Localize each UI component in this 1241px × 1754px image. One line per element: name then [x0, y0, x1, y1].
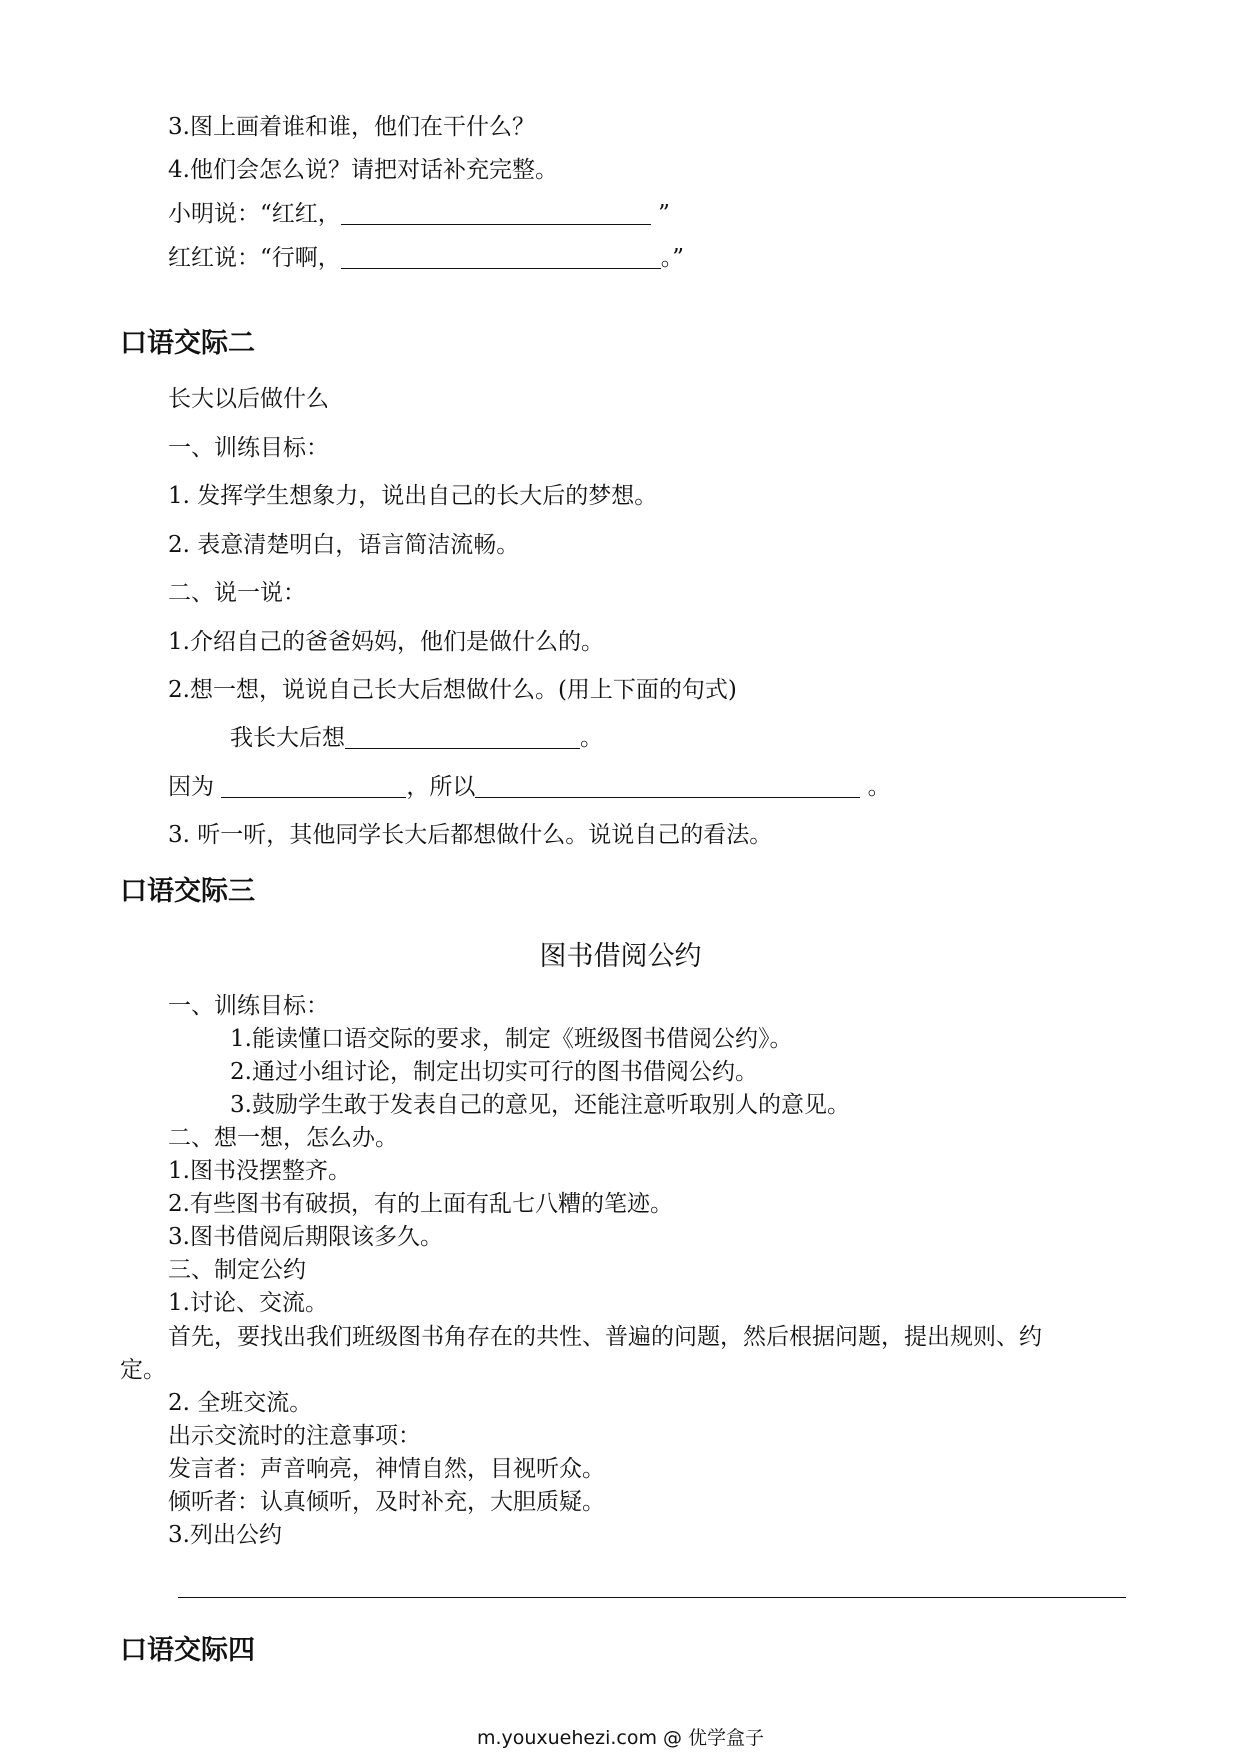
section3-think-title: 二、想一想，怎么办。	[168, 1125, 398, 1151]
section2-goal-2: 2. 表意清楚明白，语言简洁流畅。	[168, 532, 520, 558]
pattern-line	[230, 723, 603, 753]
pattern-prefix: 我长大后想	[230, 725, 345, 751]
section4-heading: 口语交际四	[120, 1635, 255, 1666]
question-3: 3.图上画着谁和谁，他们在干什么？	[168, 114, 535, 140]
section3-step-2: 2. 全班交流。	[168, 1390, 313, 1416]
question-4: 4.他们会怎么说？请把对话补充完整。	[168, 157, 558, 183]
section2-goal-title: 一、训练目标：	[168, 435, 329, 461]
pattern-blank[interactable]	[345, 724, 580, 749]
section3-notice: 出示交流时的注意事项：	[168, 1423, 421, 1449]
section2-say-title: 二、说一说：	[168, 580, 306, 606]
section3-goal-1: 1.能读懂口语交际的要求，制定《班级图书借阅公约》。	[230, 1026, 793, 1052]
section2-say-2: 2.想一想，说说自己长大后想做什么。(用上下面的句式)	[168, 677, 737, 703]
because-blank[interactable]	[221, 773, 406, 798]
because-label: 因为	[168, 774, 222, 800]
section3-paragraph-line1: 首先，要找出我们班级图书角存在的共性、普遍的问题，然后根据问题，提出规则、约	[168, 1324, 1042, 1350]
section3-think-1: 1.图书没摆整齐。	[168, 1158, 351, 1184]
section3-think-2: 2.有些图书有破损，有的上面有乱七八糟的笔迹。	[168, 1191, 673, 1217]
because-line	[168, 772, 891, 802]
xiaoming-blank[interactable]	[341, 200, 651, 225]
so-label: ，所以	[406, 774, 476, 800]
section2-topic: 长大以后做什么	[168, 386, 329, 412]
section3-heading: 口语交际三	[120, 876, 255, 907]
pattern-suffix: 。	[580, 725, 603, 751]
section2-say-3: 3. 听一听，其他同学长大后都想做什么。说说自己的看法。	[168, 822, 773, 848]
section3-make-title: 三、制定公约	[168, 1257, 306, 1283]
section3-listener: 倾听者：认真倾听，及时补充，大胆质疑。	[168, 1489, 605, 1515]
section3-paragraph-line2: 定。	[120, 1357, 166, 1383]
section3-goal-3: 3.鼓励学生敢于发表自己的意见，还能注意听取别人的意见。	[230, 1092, 850, 1118]
xiaoming-line	[168, 199, 670, 229]
footer-watermark: m.youxuehezi.com @ 优学盒子	[476, 1727, 765, 1749]
section3-goal-2: 2.通过小组讨论，制定出切实可行的图书借阅公约。	[230, 1059, 758, 1085]
section2-say-1: 1.介绍自己的爸爸妈妈，他们是做什么的。	[168, 629, 604, 655]
end-period: 。	[860, 774, 891, 800]
honghong-blank[interactable]	[341, 244, 661, 269]
section3-speaker: 发言者：声音响亮，神情自然，目视听众。	[168, 1456, 605, 1482]
honghong-line	[168, 243, 684, 273]
section3-think-3: 3.图书借阅后期限该多久。	[168, 1224, 443, 1250]
honghong-suffix: 。”	[660, 245, 685, 271]
divider-line	[178, 1597, 1126, 1598]
so-blank[interactable]	[475, 773, 860, 798]
section3-goal-title: 一、训练目标：	[168, 993, 329, 1019]
section2-heading: 口语交际二	[120, 328, 255, 359]
section3-step-3: 3.列出公约	[168, 1522, 282, 1548]
section3-step-1: 1.讨论、交流。	[168, 1290, 328, 1316]
xiaoming-suffix: ”	[650, 201, 670, 227]
section2-goal-1: 1. 发挥学生想象力，说出自己的长大后的梦想。	[168, 483, 658, 509]
xiaoming-prefix: 小明说：“红红，	[168, 201, 341, 227]
honghong-prefix: 红红说：“行啊，	[168, 245, 341, 271]
section3-title: 图书借阅公约	[539, 941, 702, 972]
